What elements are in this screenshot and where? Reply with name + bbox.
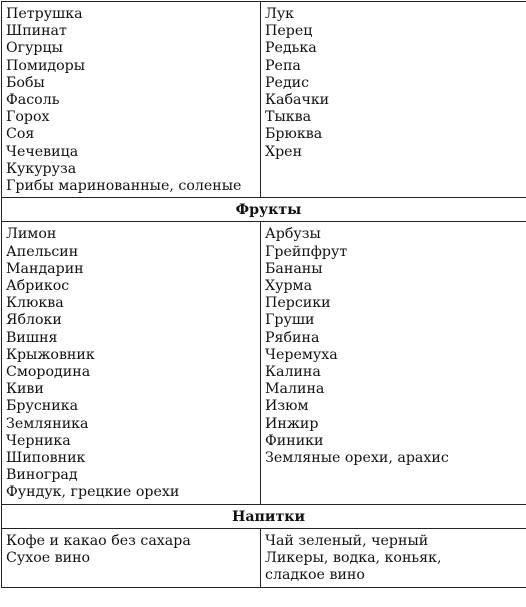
fruit-item: Мандарин: [6, 260, 84, 277]
vegetable-item: Брюква: [265, 126, 323, 143]
vegetable-item: Фасоль: [6, 92, 60, 109]
fruit-item: Рябина: [265, 329, 320, 346]
fruit-item: Малина: [265, 381, 325, 398]
fruit-item: Персики: [265, 295, 331, 312]
vegetable-item: Грибы маринованные, соленые: [6, 178, 242, 195]
drink-item: Ликеры, водка, коньяк,: [265, 550, 442, 567]
fruit-item: Брусника: [6, 398, 79, 415]
fruit-item: Клюква: [6, 295, 64, 312]
drinks-row: [2, 528, 526, 587]
drink-item: сладкое вино: [265, 567, 365, 584]
drinks-left-cell: [2, 528, 261, 587]
drink-item-list: [265, 533, 526, 585]
vegetable-item: Репа: [265, 57, 301, 74]
vegetable-item: Соя: [6, 126, 35, 143]
drink-item: Сухое вино: [6, 550, 91, 567]
fruit-item: Яблоки: [6, 312, 62, 329]
vegetable-item-list: [6, 6, 256, 195]
fruits-header-row: [2, 198, 526, 222]
fruit-item: Груши: [265, 312, 315, 329]
fruit-item: Лимон: [6, 226, 57, 243]
vegetable-item: Тыква: [265, 109, 312, 126]
vegetable-item: Шпинат: [6, 23, 67, 40]
fruit-item: Фундук, грецкие орехи: [6, 484, 180, 501]
drinks-header-row: [2, 504, 526, 528]
drinks-right-cell: [261, 528, 526, 587]
vegetable-item: Редька: [265, 40, 317, 57]
drink-item: Кофе и какао без сахара: [6, 532, 191, 549]
vegetables-left-cell: [2, 2, 261, 198]
fruit-item: Виноград: [6, 467, 78, 484]
fruits-row: [2, 222, 526, 504]
vegetable-item: Бобы: [6, 74, 45, 91]
fruit-item-list: [6, 226, 256, 501]
fruits-left-cell: [2, 222, 261, 504]
fruit-item: Шиповник: [6, 450, 86, 467]
vegetable-item: Кабачки: [265, 92, 330, 109]
drinks-section-title: Напитки: [2, 504, 526, 528]
fruit-item: Земляные орехи, арахис: [265, 450, 449, 467]
fruit-item: Бананы: [265, 260, 323, 277]
vegetable-item: Редис: [265, 74, 310, 91]
vegetable-item: Петрушка: [6, 6, 83, 22]
vegetable-item-list: [265, 6, 526, 161]
fruits-section-title: Фрукты: [2, 198, 526, 222]
food-table: [1, 1, 526, 588]
fruit-item: Инжир: [265, 415, 319, 432]
vegetable-item: Кукуруза: [6, 160, 77, 177]
fruit-item: Черемуха: [265, 346, 338, 363]
vegetable-item: Хрен: [265, 143, 303, 160]
vegetables-right-cell: [261, 2, 526, 198]
fruit-item: Земляника: [6, 415, 89, 432]
fruit-item: Апельсин: [6, 243, 79, 260]
fruit-item: Абрикос: [6, 278, 70, 295]
fruit-item: Киви: [6, 381, 44, 398]
vegetables-row: [2, 2, 526, 198]
drink-item: Чай зеленый, черный: [265, 532, 429, 549]
fruit-item: Вишня: [6, 329, 58, 346]
fruit-item: Крыжовник: [6, 346, 95, 363]
vegetable-item: Чечевица: [6, 143, 79, 160]
vegetable-item: Огурцы: [6, 40, 63, 57]
fruit-item: Смородина: [6, 364, 91, 381]
fruit-item: Изюм: [265, 398, 309, 415]
fruits-right-cell: [261, 222, 526, 504]
vegetable-item: Перец: [265, 23, 313, 40]
drink-item-list: [6, 533, 256, 567]
vegetable-item: Помидоры: [6, 57, 86, 74]
vegetable-item: Горох: [6, 109, 50, 126]
vegetable-item: Лук: [265, 6, 295, 22]
fruit-item-list: [265, 226, 526, 467]
fruit-item: Хурма: [265, 278, 313, 295]
fruit-item: Черника: [6, 432, 71, 449]
fruit-item: Калина: [265, 364, 321, 381]
fruit-item: Арбузы: [265, 226, 321, 243]
fruit-item: Грейпфрут: [265, 243, 348, 260]
fruit-item: Финики: [265, 432, 324, 449]
